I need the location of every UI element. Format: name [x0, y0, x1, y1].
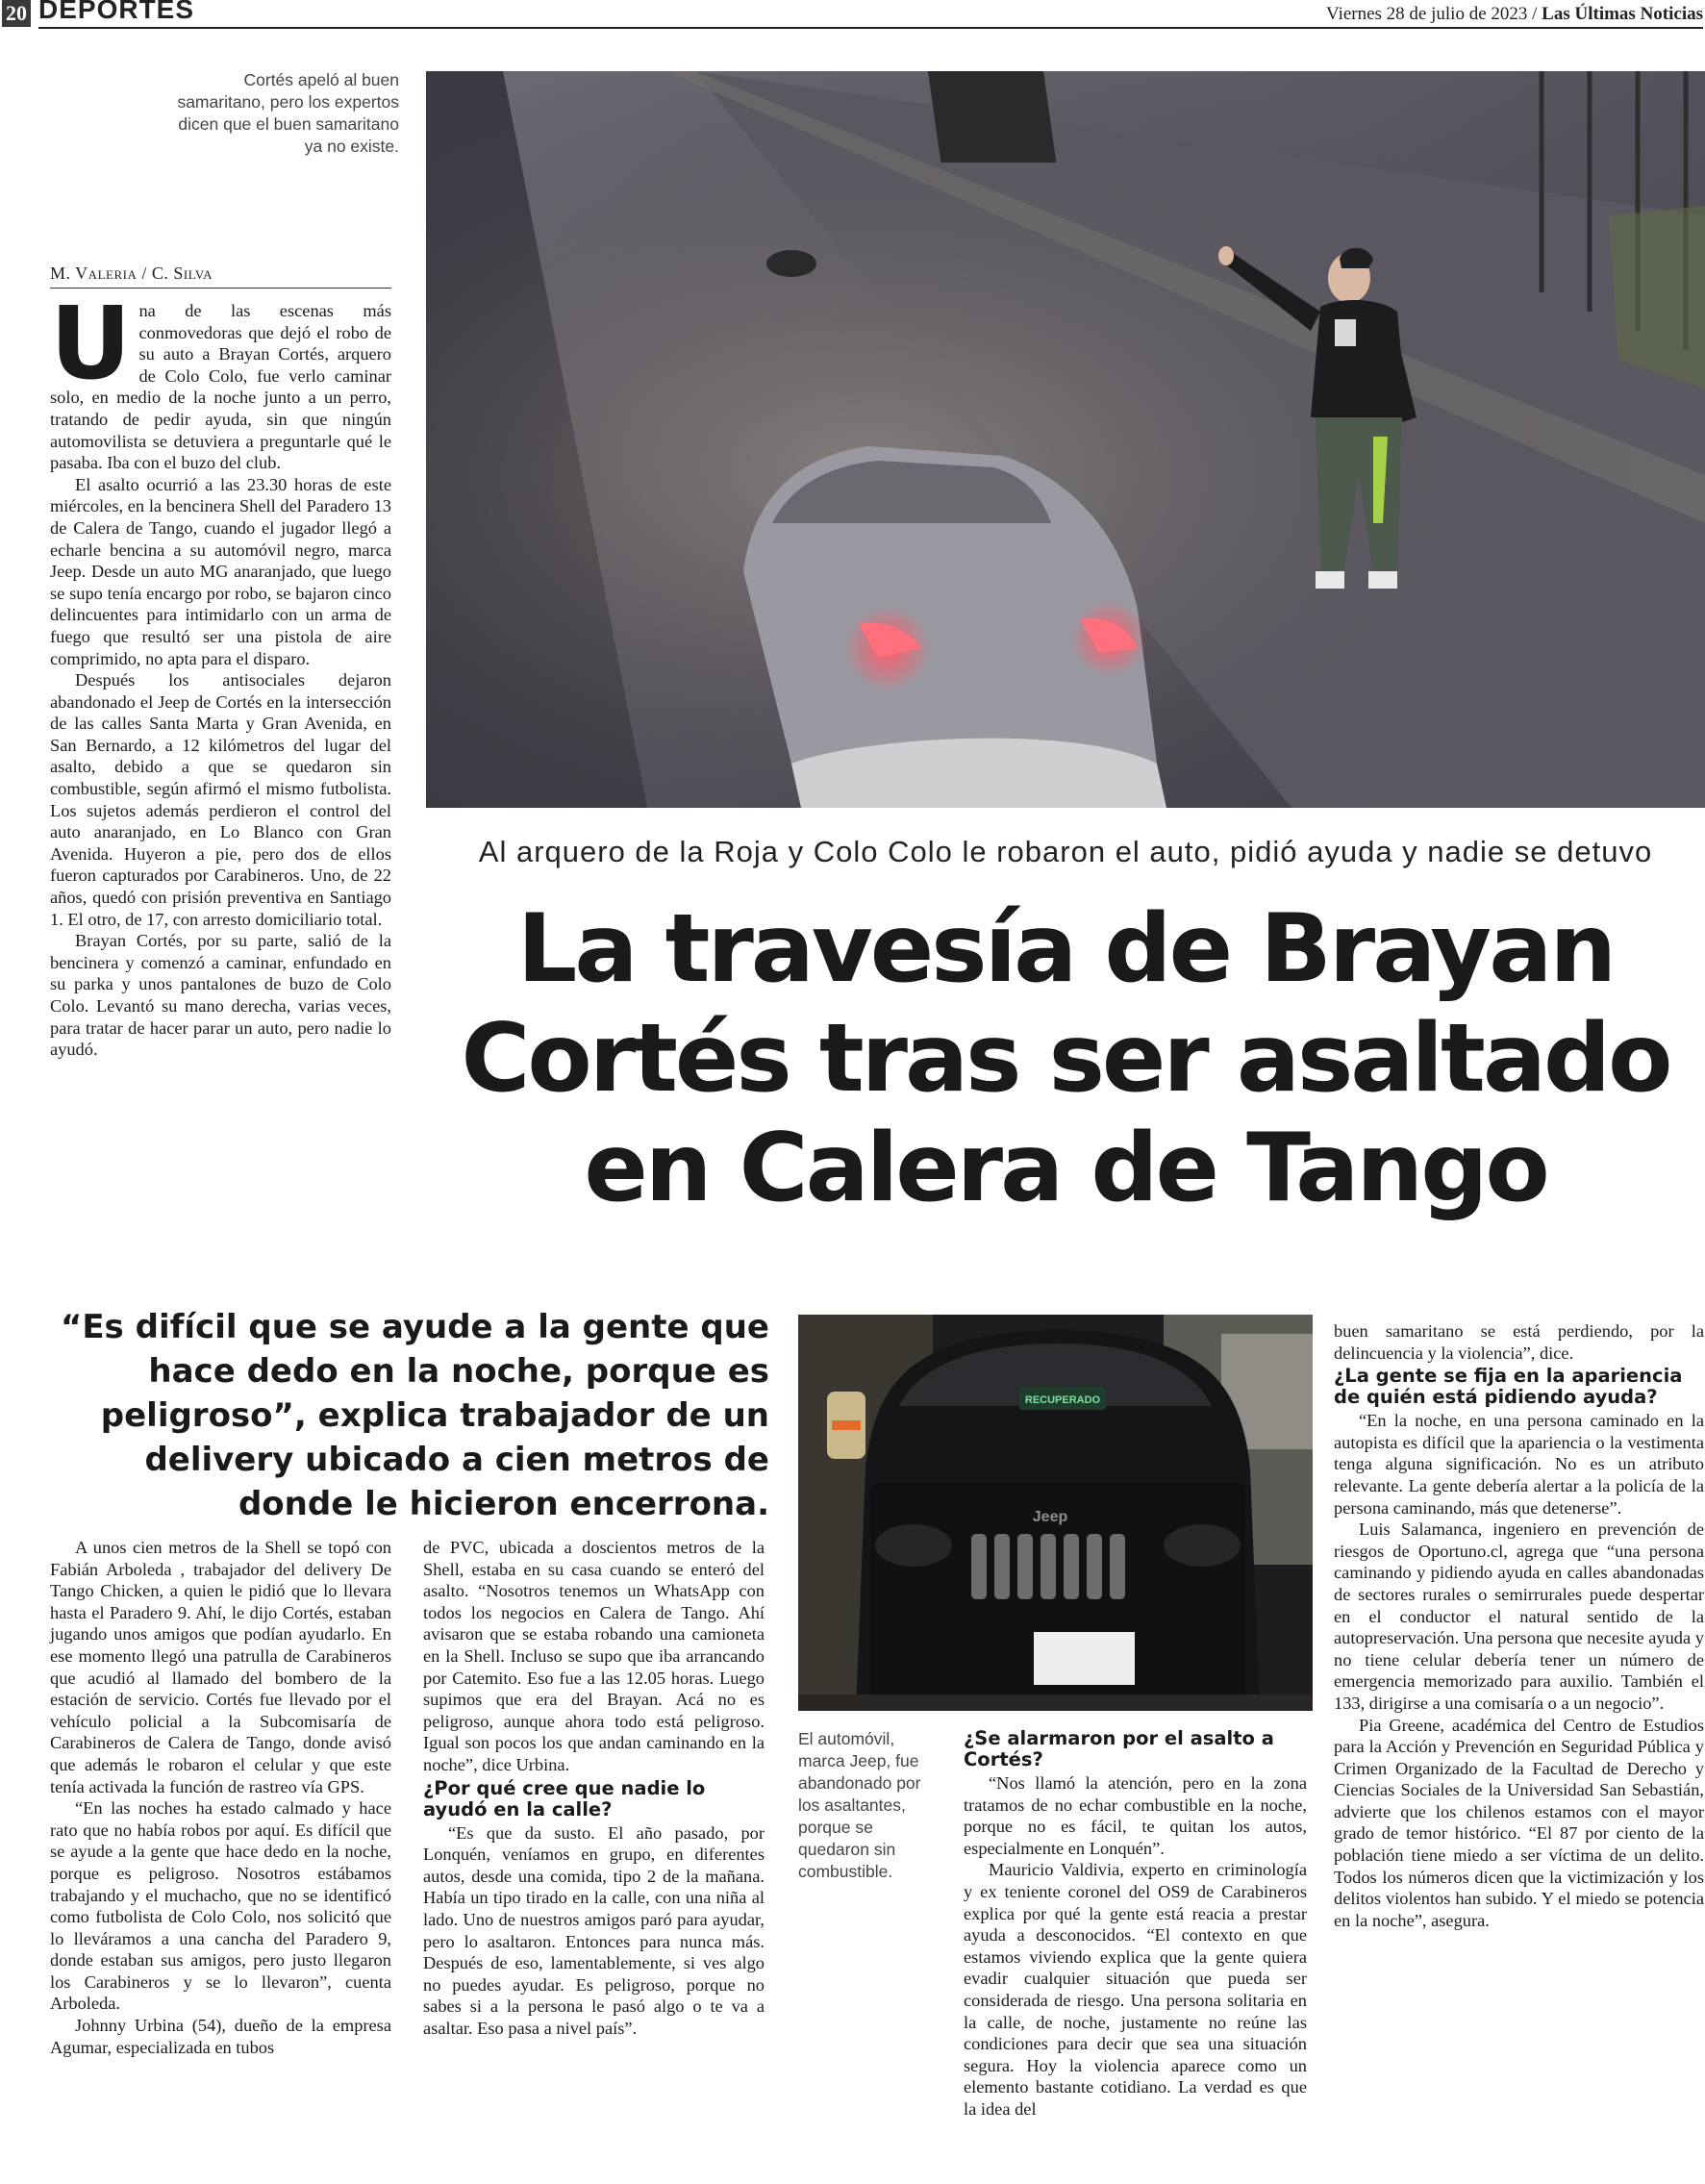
interview-question: ¿Por qué cree que nadie lo ayudó en la calle?: [423, 1776, 706, 1820]
drop-cap: U: [50, 285, 132, 402]
publication-date: Viernes 28 de julio de 2023: [1325, 4, 1528, 24]
paragraph: “En las noches ha estado calmado y hace rato que no había robos por aquí. Es difícil que se ayude a la gente que hace dedo en la noche, porque es peligroso. Nosotros estábamos trabajando y el muchacho, que no se identificó como futbolista de Colo Colo, nos solicitó que lo lleváramos a una cancha del Paradero 9, donde estaban sus amigos, pero justo llegaron los Carabineros y se lo llevaron”, cuenta Arboleda.: [50, 1798, 391, 2014]
jeep-caption: El automóvil, marca Jeep, fue abandonado por los asaltantes, porque se quedaron sin combustible.: [798, 1729, 921, 1881]
paragraph-text: na de las escenas más conmovedoras que dejó el robo de su auto a Brayan Cortés, arquero de Colo Colo, fue verlo caminar solo, en medio de la noche junto a un perro, tratando de pedir ayuda, sin que ningún automovilista se detuviera a preguntarle qué le pasaba. Iba con el buzo del club.: [50, 301, 391, 473]
article-column-3: [423, 1537, 765, 2039]
header-rule: [38, 27, 1703, 29]
section-title: DEPORTES: [38, 0, 195, 24]
paragraph: de PVC, ubicada a doscientos metros de la Shell, estaba en su casa cuando se enteró del asalto. “Nosotros tenemos un WhatsApp con todos los negocios en Calera de Tango. Ahí avisaron que se estaba robando una camioneta en la Shell. Incluso se supo que iba arrancando por Catemito. Eso fue a las 12.05 horas. Luego supimos que era del Brayan. Acá no es peligroso, aunque ahora todo está peligroso. Igual son pocos los que andan caminando en la noche”, dice Urbina.: [423, 1538, 765, 1774]
article-column-5: [1334, 1320, 1704, 1931]
paragraph: [50, 285, 391, 474]
newspaper-name: Las Últimas Noticias: [1542, 4, 1703, 24]
recuperado-badge: RECUPERADO: [1024, 1394, 1101, 1406]
article-column-1: [50, 285, 391, 1061]
paragraph: “Nos llamó la atención, pero en la zona tratamos de no echar combustible en la noche, porque no es fácil, te quitan los autos, especialmente en Lonquén”.: [964, 1773, 1307, 1858]
dateline-separator: /: [1532, 4, 1538, 24]
article-column-4: [964, 1726, 1307, 2121]
paragraph: Brayan Cortés, por su parte, salió de la bencinera y comenzó a caminar, enfundado en su parka y unos pantalones de buzo de Colo Colo. Levantó su mano derecha, varias veces, para tratar de hacer parar un auto, pero nadie lo ayudó.: [50, 931, 391, 1060]
jeep-photo-illustration: [798, 1315, 1313, 1711]
paragraph: buen samaritano se está perdiendo, por la delincuencia y la violencia”, dice.: [1334, 1321, 1704, 1363]
paragraph: Luis Salamanca, ingeniero en prevención de riesgos de Oportuno.cl, agrega que “una persona caminando y pidiendo ayuda en calles abandonadas de sectores rurales o semirrurales puede despertar en el conductor el natural sentido de la autopreservación. Una persona que necesite ayuda y no tiene celular debería tener un número de emergencia memorizado para auxilio. También el 133, dirigirse a una comisaría o a un negocio”.: [1334, 1519, 1704, 1713]
page-number: 20: [2, 0, 31, 27]
pull-quote: “Es difícil que se ayude a la gente que hace dedo en la noche, porque es peligroso”, explica trabajador de un delivery ubicado a cien metros de donde le hicieron encerrona.: [60, 1308, 769, 1523]
headline: La travesía de Brayan Cortés tras ser asaltado en Calera de Tango: [461, 894, 1670, 1223]
interview-question: ¿Se alarmaron por el asalto a Cortés?: [964, 1727, 1274, 1770]
kicker: Al arquero de la Roja y Colo Colo le robaron el auto, pidió ayuda y nadie se detuvo: [478, 835, 1653, 868]
paragraph: El asalto ocurrió a las 23.30 horas de este miércoles, en la bencinera Shell del Paradero 13 de Calera de Tango, cuando el jugador llegó a echarle bencina a su automóvil negro, marca Jeep. Desde un auto MG anaranjado, que luego se supo tenía encargo por robo, se bajaron cinco delincuentes para intimidarlo con un arma de fuego que resultó ser una pistola de aire comprimido, no apta para el disparo.: [50, 474, 391, 668]
surveillance-photo-illustration: [426, 71, 1705, 808]
paragraph: “Es que da susto. El año pasado, por Lonquén, veníamos en grupo, en diferentes autos, desde una comida, tipo 2 de la mañana. Había un tipo tirado en la calle, con una niña al lado. Uno de nuestros amigos paró para ayudar, pero lo asaltaron. Entonces para nunca más. Después de eso, lamentablemente, si ves algo no puedes ayudar. Es peligroso, porque no sabes si a la persona le pasó algo o te va a asaltar. Eso pasa a nivel país”.: [423, 1822, 765, 2038]
jeep-logo: Jeep: [1032, 1509, 1068, 1525]
article-column-2: [50, 1537, 391, 2058]
main-photo: [426, 71, 1705, 808]
paragraph: Johnny Urbina (54), dueño de la empresa Agumar, especializada en tubos: [50, 2016, 391, 2057]
paragraph: A unos cien metros de la Shell se topó con Fabián Arboleda , trabajador del delivery De Tango Chicken, a quien le pidió que lo llevara hasta el Paradero 9. Ahí, le dijo Cortés, estaban jugando unos amigos que podían ayudarlo. En ese momento llegó una patrulla de Carabineros que acudió al llamado del bombero de la estación de servicio. Cortés fue llevado por el vehículo policial a la Subcomisaría de Carabineros de Calera de Tango, donde avisó que además le robaron el celular y que este tenía activada la función de rastreo vía GPS.: [50, 1538, 391, 1796]
photo-caption: Cortés apeló al buen samaritano, pero los expertos dicen que el buen samaritano ya no existe.: [177, 70, 399, 156]
paragraph: Mauricio Valdivia, experto en criminología y ex teniente coronel del OS9 de Carabineros explica por qué la gente está reacia a prestar ayuda a desconocidos. “El contexto en que estamos viviendo explica que la gente quiera evadir cualquier situación que pueda ser considerada de riesgo. Una persona solitaria en la calle, de noche, justamente no reúne las condiciones para decir que sea una situación segura. Hoy la violencia aparece como un elemento bastante cotidiano. La verdad es que la idea del: [964, 1860, 1307, 2119]
page-header: [0, 0, 1705, 29]
paragraph: Pia Greene, académica del Centro de Estudios para la Acción y Prevención en Seguridad Pública y Crimen Organizado de la Facultad de Derecho y Ciencias Sociales de la Universidad San Sebastián, advierte que los chilenos estamos con el mayor grado de temor histórico. “El 87 por ciento de la población tiene miedo a ser víctima de un delito. Todos los números dicen que la victimización y los delitos violentos han subido. Y el miedo se potencia en la noche”, asegura.: [1334, 1715, 1704, 1930]
dateline: [1326, 4, 1703, 25]
interview-question: ¿La gente se fija en la apariencia de quién está pidiendo ayuda?: [1334, 1365, 1683, 1409]
jeep-photo: [798, 1315, 1313, 1711]
paragraph: “En la noche, en una persona caminado en la autopista es difícil que la apariencia o la vestimenta tenga alguna significación. No es un atributo relevante. La gente debería alertar a la policía de la persona caminando, más que detenerse”.: [1334, 1411, 1704, 1518]
paragraph: Después los antisociales dejaron abandonado el Jeep de Cortés en la intersección de las calles Santa Marta y Gran Avenida, en San Bernardo, a 12 kilómetros del lugar del asalto, debido a que se quedaron sin combustible, según afirmó el mismo futbolista. Los sujetos además perdieron el control del auto anaranjado, en Lo Blanco con Gran Avenida. Huyeron a pie, pero dos de ellos fueron capturados por Carabineros. Uno, de 22 años, quedó con prisión preventiva en Santiago 1. El otro, de 17, con arresto domiciliario total.: [50, 670, 391, 929]
byline: M. Valeria / C. Silva: [50, 264, 391, 289]
